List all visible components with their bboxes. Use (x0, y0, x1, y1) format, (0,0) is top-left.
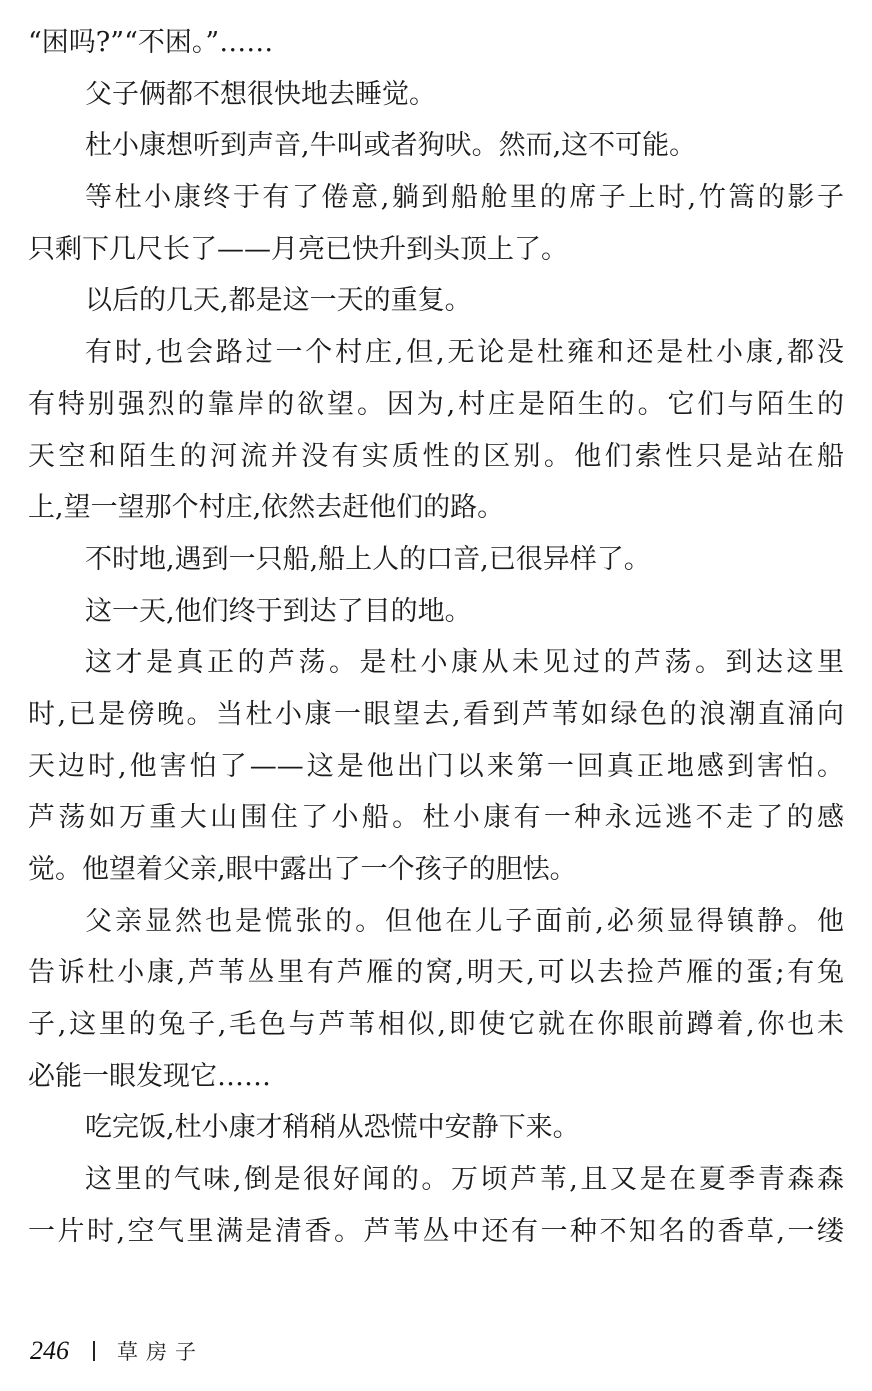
text-line: 觉。他望着父亲,眼中露出了一个孩子的胆怯。 (28, 854, 577, 885)
text-line: 父亲显然也是慌张的。但他在儿子面前,必须显得镇静。他 (85, 905, 844, 937)
text-line: 上,望一望那个村庄,依然去赶他们的路。 (28, 492, 505, 524)
text-line: 天空和陌生的河流并没有实质性的区别。他们索性只是站在船 (28, 440, 844, 472)
text-line: 这里的气味,倒是很好闻的。万顷芦苇,且又是在夏季青森森 (85, 1164, 844, 1196)
book-title: 草房子 (117, 1340, 204, 1364)
text-line: 不时地,遇到一只船,船上人的口音,已很异样了。 (85, 543, 651, 575)
text-line: 时,已是傍晚。当杜小康一眼望去,看到芦苇如绿色的浪潮直涌向 (28, 698, 844, 730)
page-number: 246 (30, 1336, 69, 1365)
text-line: 告诉杜小康,芦苇丛里有芦雁的窝,明天,可以去捡芦雁的蛋;有兔 (28, 957, 844, 989)
text-line: 这一天,他们终于到达了目的地。 (85, 595, 472, 627)
text-line: 一片时,空气里满是清香。芦苇丛中还有一种不知名的香草,一缕 (28, 1215, 844, 1247)
text-line: 只剩下几尺长了——月亮已快升到头顶上了。 (28, 233, 568, 265)
text-line: “困吗?”“不困。”…… (28, 27, 274, 58)
text-line: 有特别强烈的靠岸的欲望。因为,村庄是陌生的。它们与陌生的 (28, 388, 844, 420)
text-line: 父子俩都不想很快地去睡觉。 (85, 78, 436, 110)
text-line: 以后的几天,都是这一天的重复。 (85, 285, 472, 317)
text-line: 这才是真正的芦荡。是杜小康从未见过的芦荡。到达这里 (85, 647, 844, 679)
footer-divider (93, 1341, 95, 1361)
page-body (28, 17, 844, 1258)
text-line: 芦荡如万重大山围住了小船。杜小康有一种永远逃不走了的感 (28, 802, 844, 834)
text-line: 等杜小康终于有了倦意,躺到船舱里的席子上时,竹篙的影子 (85, 182, 844, 214)
text-line: 子,这里的兔子,毛色与芦苇相似,即使它就在你眼前蹲着,你也未 (28, 1009, 844, 1041)
page-footer (30, 1333, 204, 1369)
text-line: 有时,也会路过一个村庄,但,无论是杜雍和还是杜小康,都没 (85, 337, 844, 369)
text-line: 杜小康想听到声音,牛叫或者狗吠。然而,这不可能。 (85, 130, 697, 162)
text-line: 天边时,他害怕了——这是他出门以来第一回真正地感到害怕。 (28, 750, 844, 782)
text-line: 吃完饭,杜小康才稍稍从恐慌中安静下来。 (85, 1112, 580, 1144)
text-line: 必能一眼发现它…… (28, 1060, 271, 1092)
